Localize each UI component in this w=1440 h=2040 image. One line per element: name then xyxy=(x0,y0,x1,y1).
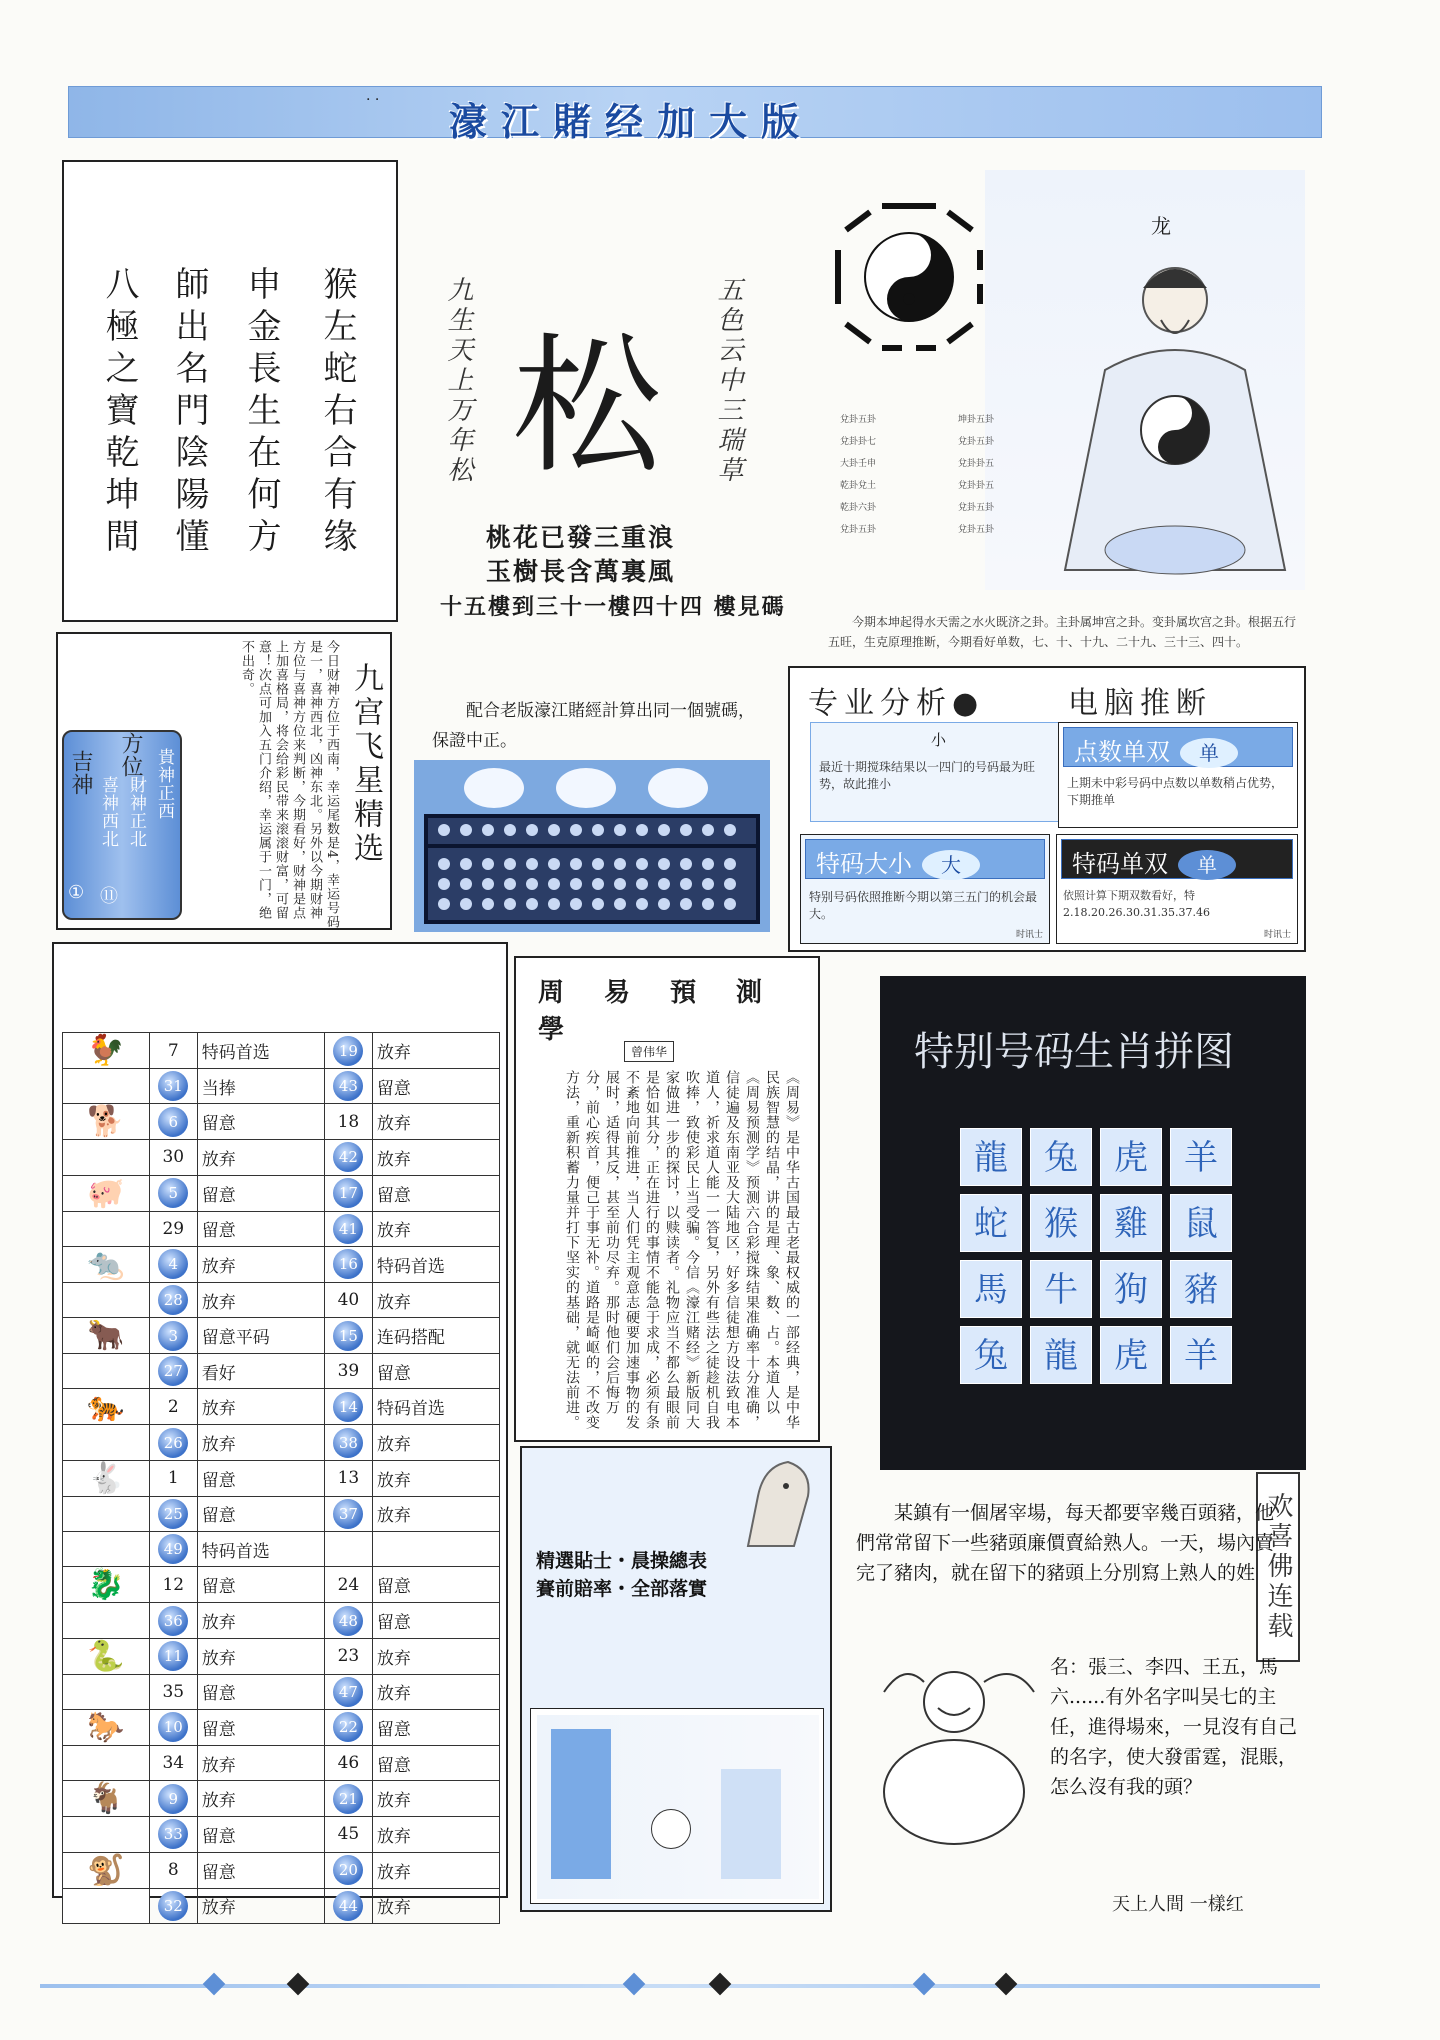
table-cell: 特码首选 xyxy=(372,1389,499,1425)
puzzle-tile: 兔 xyxy=(1030,1128,1092,1186)
number-cell xyxy=(324,1175,372,1211)
zodiac-animal-icon xyxy=(63,1211,150,1246)
number-cell xyxy=(324,1389,372,1425)
table-cell: 放弃 xyxy=(372,1033,499,1069)
zodiac-box xyxy=(52,942,508,1919)
table-cell: 1 xyxy=(149,1460,197,1496)
laughing-buddha-image xyxy=(864,1652,1044,1852)
number-ball: 33 xyxy=(158,1819,188,1849)
puzzle-tile: 兔 xyxy=(960,1326,1022,1384)
pine-line-3: 十五樓到三十一樓四十四 樓見碼 xyxy=(440,594,786,620)
gua-item: 兌卦五卦 xyxy=(958,525,995,535)
table-cell: 放弃 xyxy=(197,1638,324,1674)
bagua-diagram xyxy=(832,200,986,354)
jiugong-luck-num: ⑪ xyxy=(100,886,118,907)
table-cell: 留意 xyxy=(372,1603,499,1638)
table-cell: 放弃 xyxy=(197,1745,324,1780)
zodiac-animal-icon: 🐂 xyxy=(63,1318,150,1354)
table-cell: 8 xyxy=(149,1852,197,1888)
analysis-sign: 时讯士 xyxy=(1263,930,1291,940)
pine-glyph: 松 xyxy=(512,320,663,494)
couplet-left: 九生天上万年松 xyxy=(443,276,473,486)
table-cell: 34 xyxy=(149,1745,197,1780)
table-cell: 放弃 xyxy=(372,1282,499,1317)
number-ball: 28 xyxy=(158,1285,188,1315)
number-ball: 48 xyxy=(333,1606,363,1636)
pill-label: 特码大小 xyxy=(816,850,912,878)
zodiac-animal-icon xyxy=(63,1745,150,1780)
poem-column: 猴左蛇右合有缘 xyxy=(317,266,357,560)
table-cell: 13 xyxy=(324,1460,372,1496)
number-cell xyxy=(149,1532,197,1567)
poem-box xyxy=(62,160,398,622)
bagua-caption: 今期本坤起得水天需之水火既济之卦。主卦属坤宫之卦。变卦属坎宫之卦。根据五行五旺，生克原理推断，今期看好单数，七、十、十九、二十九、三十三、四十。 xyxy=(828,615,1297,649)
table-row xyxy=(63,1069,500,1104)
table-cell: 放弃 xyxy=(197,1246,324,1282)
pine-line-1: 桃花已發三重浪 xyxy=(486,523,676,552)
number-ball: 37 xyxy=(333,1499,363,1529)
table-cell: 放弃 xyxy=(372,1104,499,1140)
number-cell xyxy=(149,1781,197,1817)
number-ball: 20 xyxy=(333,1855,363,1885)
number-ball: 32 xyxy=(158,1891,188,1921)
story-side-title: 欢喜佛连载 xyxy=(1256,1472,1300,1662)
zodiac-animal-icon: 🐒 xyxy=(63,1852,150,1888)
number-cell xyxy=(149,1354,197,1389)
table-cell: 放弃 xyxy=(372,1817,499,1852)
table-cell: 放弃 xyxy=(372,1781,499,1817)
pill-daxiao xyxy=(805,839,1045,879)
table-cell: 18 xyxy=(324,1104,372,1140)
puzzle-tile: 雞 xyxy=(1100,1194,1162,1252)
footer-diamond xyxy=(995,1973,1018,1996)
number-cell xyxy=(324,1246,372,1282)
table-cell: 连码搭配 xyxy=(372,1318,499,1354)
gua-item: 大卦壬申 xyxy=(840,459,877,469)
table-row xyxy=(63,1567,500,1603)
puzzle-title: 特别号码生肖拼图 xyxy=(914,1029,1234,1075)
table-cell: 放弃 xyxy=(372,1496,499,1531)
table-row xyxy=(63,1496,500,1531)
poem-column: 申金長生在何方 xyxy=(241,266,281,560)
gua-item: 兌卦五卦 xyxy=(840,415,877,425)
top-banner xyxy=(68,86,1322,144)
abacus-image xyxy=(414,760,770,932)
pill-label: 特码单双 xyxy=(1072,850,1168,878)
table-cell: 留意 xyxy=(197,1817,324,1852)
gua-item: 兌卦五卦 xyxy=(840,525,877,535)
gua-item: 坤卦五卦 xyxy=(958,415,995,425)
zodiac-animal-icon: 🐉 xyxy=(63,1567,150,1603)
number-cell xyxy=(149,1175,197,1211)
number-ball: 25 xyxy=(158,1499,188,1529)
table-cell: 留意 xyxy=(197,1175,324,1211)
zodiac-animal-icon xyxy=(63,1888,150,1923)
abacus-icon xyxy=(414,760,770,932)
number-cell xyxy=(324,1318,372,1354)
table-cell xyxy=(372,1532,499,1567)
gua-item: 兌卦卦七 xyxy=(840,437,877,447)
tips-thumbnail xyxy=(530,1708,824,1904)
zodiac-animal-icon xyxy=(63,1603,150,1638)
table-row xyxy=(63,1282,500,1317)
table-cell: 留意 xyxy=(197,1852,324,1888)
puzzle-tile: 狗 xyxy=(1100,1260,1162,1318)
number-cell xyxy=(149,1246,197,1282)
zodiac-table-body xyxy=(63,1033,500,1924)
puzzle-tile: 鼠 xyxy=(1170,1194,1232,1252)
analysis-sign: 时讯士 xyxy=(1015,930,1043,940)
number-cell xyxy=(149,1496,197,1531)
table-cell: 留意 xyxy=(197,1674,324,1709)
number-cell xyxy=(149,1709,197,1745)
pill-temadanshuang xyxy=(1061,839,1293,879)
table-cell: 35 xyxy=(149,1674,197,1709)
puzzle-grid xyxy=(960,1128,1240,1408)
number-cell xyxy=(149,1318,197,1354)
pill-badge: 单 xyxy=(1178,850,1236,880)
table-cell: 放弃 xyxy=(197,1603,324,1638)
jiugong-row: 財神正北 xyxy=(126,776,146,848)
table-cell: 放弃 xyxy=(197,1282,324,1317)
number-cell xyxy=(149,1282,197,1317)
table-cell: 46 xyxy=(324,1745,372,1780)
zodiac-animal-icon xyxy=(63,1532,150,1567)
pill-dianshu xyxy=(1063,727,1293,767)
number-cell xyxy=(324,1496,372,1531)
number-cell xyxy=(149,1888,197,1923)
table-cell: 留意 xyxy=(197,1460,324,1496)
number-cell xyxy=(324,1781,372,1817)
analysis-text: 依照计算下期双数看好，特2.18.20.26.30.31.35.37.46 xyxy=(1063,889,1210,919)
table-row xyxy=(63,1638,500,1674)
pill-badge: 大 xyxy=(922,850,980,880)
zhouyi-title: 周易預測學 xyxy=(538,978,803,1045)
footer-diamond xyxy=(203,1973,226,1996)
jiugong-cylinder xyxy=(62,730,182,920)
number-cell xyxy=(149,1817,197,1852)
couplet-right: 五色云中三瑞草 xyxy=(713,276,743,486)
number-ball: 47 xyxy=(333,1677,363,1707)
zodiac-animal-icon xyxy=(63,1069,150,1104)
poem-column: 八極之寶乾坤間 xyxy=(99,266,139,560)
zodiac-animal-icon: 🐎 xyxy=(63,1709,150,1745)
zodiac-animal-icon xyxy=(63,1817,150,1852)
number-cell xyxy=(324,1211,372,1246)
pine-caption: 配合老版濠江賭經計算出同一個號碼，保證中正。 xyxy=(432,701,755,751)
zodiac-animal-icon: 🐀 xyxy=(63,1246,150,1282)
number-cell xyxy=(324,1709,372,1745)
table-cell: 留意 xyxy=(372,1175,499,1211)
puzzle-tile: 羊 xyxy=(1170,1326,1232,1384)
zodiac-animal-icon xyxy=(63,1496,150,1531)
table-cell: 45 xyxy=(324,1817,372,1852)
jiugong-body: 今日财神方位于西南，幸运尾数是4，幸运号码是一，喜神西北，凶神东北。另外以今期财神方位与喜神方位来判断，今期看好，财神是点上加喜格局，将会给彩民带来滚滚财富，可留意！次点可加入五门介绍，幸运属于一门，绝不出奇。 xyxy=(239,640,339,930)
footer-diamond xyxy=(623,1973,646,1996)
analysis-text: 上期未中彩号码中点数以单数稍占优势，下期推单 xyxy=(1067,776,1284,807)
puzzle-tile: 牛 xyxy=(1030,1260,1092,1318)
table-row xyxy=(63,1246,500,1282)
table-cell: 放弃 xyxy=(197,1389,324,1425)
buddha-icon xyxy=(864,1652,1044,1852)
zodiac-animal-icon: 🐇 xyxy=(63,1460,150,1496)
table-row xyxy=(63,1532,500,1567)
table-cell: 放弃 xyxy=(197,1425,324,1460)
analysis-text: 特别号码依照推断今期以第三五门的机会最大。 xyxy=(809,890,1038,921)
table-cell: 12 xyxy=(149,1567,197,1603)
number-cell xyxy=(149,1069,197,1104)
puzzle-tile: 虎 xyxy=(1100,1128,1162,1186)
puzzle-tile: 羊 xyxy=(1170,1128,1232,1186)
number-ball: 9 xyxy=(158,1784,188,1814)
table-cell: 留意 xyxy=(372,1745,499,1780)
table-cell: 放弃 xyxy=(372,1888,499,1923)
zodiac-animal-icon xyxy=(63,1282,150,1317)
number-cell xyxy=(324,1033,372,1069)
gua-item: 兌卦五卦 xyxy=(958,437,995,447)
gua-item: 乾卦兌土 xyxy=(840,481,877,491)
table-row xyxy=(63,1888,500,1923)
table-cell: 放弃 xyxy=(372,1852,499,1888)
jiugong-row: 貴神正西 xyxy=(154,748,174,820)
table-cell: 放弃 xyxy=(197,1888,324,1923)
zhouyi-body: 《周易》是中华古国最古老最权威的一部经典，是中华民族智慧的结晶，讲的是理、象、数、占。本道人以《周易预测学》预测六合彩搅珠结果准确率十分准确，信徒遍及东南亚及大陆地区，好多信徒想方设法致电本道人，祈求道人能一一答复，另外有些法之徒趁机自我吹捧，致使彩民上当受骗。今信《濠江赌经》新版同大家做进一步的探讨，以赎读者。礼物应当不都么最眼前是恰如其分，正在进行的事情不能急于求成，必须有条不紊地向前推进，当人们凭主观意志硬要加速事物的发展时，适得其反，甚至前功尽弃。那时他们会后悔万分，前心疾首，便己于事无补。道路是崎岖的，不改变方法，重新积蓄力量并打下坚实的基础，就无法前进。 xyxy=(564,1070,800,1430)
puzzle-tile: 馬 xyxy=(960,1260,1022,1318)
number-ball: 5 xyxy=(158,1178,188,1208)
number-ball: 49 xyxy=(158,1534,188,1564)
zodiac-animal-icon xyxy=(63,1140,150,1175)
table-row xyxy=(63,1709,500,1745)
zodiac-animal-icon: 🐕 xyxy=(63,1104,150,1140)
table-cell: 放弃 xyxy=(372,1638,499,1674)
bagua-label: 龙 xyxy=(1151,214,1171,238)
table-cell: 当捧 xyxy=(197,1069,324,1104)
table-cell: 留意 xyxy=(197,1496,324,1531)
sage-panel xyxy=(985,170,1305,590)
number-ball: 17 xyxy=(333,1178,363,1208)
zhouyi-author: 曾伟华 xyxy=(624,1041,674,1062)
number-ball: 14 xyxy=(333,1392,363,1422)
analysis-card-small xyxy=(810,722,1062,822)
table-cell: 放弃 xyxy=(372,1211,499,1246)
number-ball: 16 xyxy=(333,1249,363,1279)
number-cell xyxy=(324,1069,372,1104)
small-label: 小 xyxy=(931,731,947,749)
table-row xyxy=(63,1817,500,1852)
analysis-box xyxy=(788,666,1306,952)
banner-dots: . . xyxy=(366,88,380,104)
gua-item: 兌卦卦五 xyxy=(958,481,995,491)
number-ball: 21 xyxy=(333,1784,363,1814)
poem-columns xyxy=(99,266,357,566)
zodiac-animal-icon xyxy=(63,1674,150,1709)
table-cell: 放弃 xyxy=(197,1781,324,1817)
table-row xyxy=(63,1460,500,1496)
table-row xyxy=(63,1745,500,1780)
table-row xyxy=(63,1781,500,1817)
table-row xyxy=(63,1674,500,1709)
zodiac-animal-icon xyxy=(63,1354,150,1389)
jiugong-luck-num: ① xyxy=(68,882,85,903)
number-ball: 6 xyxy=(158,1107,188,1137)
table-cell: 留意 xyxy=(372,1069,499,1104)
table-row xyxy=(63,1033,500,1069)
number-ball: 36 xyxy=(158,1606,188,1636)
table-row xyxy=(63,1389,500,1425)
jiugong-row: 喜神西北 xyxy=(98,776,118,848)
table-cell: 看好 xyxy=(197,1354,324,1389)
table-cell: 40 xyxy=(324,1282,372,1317)
analysis-card-dx xyxy=(800,834,1050,944)
number-ball: 10 xyxy=(158,1712,188,1742)
table-cell: 放弃 xyxy=(372,1140,499,1175)
number-ball: 43 xyxy=(333,1071,363,1101)
table-cell: 放弃 xyxy=(372,1460,499,1496)
table-cell: 放弃 xyxy=(372,1674,499,1709)
number-ball: 26 xyxy=(158,1428,188,1458)
tips-line-1: 精選貼士・晨操總表 xyxy=(536,1550,708,1572)
number-ball: 15 xyxy=(333,1321,363,1351)
puzzle-tile: 蛇 xyxy=(960,1194,1022,1252)
table-cell: 24 xyxy=(324,1567,372,1603)
pill-badge: 单 xyxy=(1180,738,1238,768)
analysis-heading-left: 专业分析● xyxy=(808,686,985,721)
number-cell xyxy=(324,1603,372,1638)
zodiac-animal-icon: 🐓 xyxy=(63,1033,150,1069)
number-ball: 44 xyxy=(333,1891,363,1921)
table-row xyxy=(63,1425,500,1460)
number-cell xyxy=(324,1852,372,1888)
table-row xyxy=(63,1603,500,1638)
table-cell: 留意 xyxy=(197,1104,324,1140)
story-paragraph-2: 名：張三、李四、王五，馬六......有外名字叫吴七的主任，進得場來，一見沒有自己的名字，使大發雷霆，混賬，怎么沒有我的頭？ xyxy=(1050,1656,1298,1798)
table-cell: 留意 xyxy=(197,1709,324,1745)
sage-figure-icon xyxy=(985,170,1305,590)
table-cell: 放弃 xyxy=(372,1425,499,1460)
tips-line-2: 賽前賠率・全部落實 xyxy=(536,1578,708,1600)
table-row xyxy=(63,1104,500,1140)
table-cell: 特码首选 xyxy=(197,1532,324,1567)
zodiac-table xyxy=(62,1032,500,1924)
table-cell xyxy=(324,1532,372,1567)
footer-line xyxy=(40,1984,1320,1988)
number-ball: 11 xyxy=(158,1641,188,1671)
tips-box xyxy=(520,1446,832,1912)
gua-item: 兌卦五卦 xyxy=(958,503,995,513)
analysis-card-ds xyxy=(1058,722,1298,828)
poem-column: 師出名門陰陽懂 xyxy=(169,266,209,560)
table-cell: 留意 xyxy=(372,1709,499,1745)
table-cell: 留意 xyxy=(372,1354,499,1389)
analysis-card-tds xyxy=(1056,834,1298,944)
analysis-heading-right: 电脑推断 xyxy=(1068,686,1212,721)
zodiac-animal-icon: 🐐 xyxy=(63,1781,150,1817)
pine-line-2: 玉樹長含萬裏風 xyxy=(486,557,676,586)
table-cell: 30 xyxy=(149,1140,197,1175)
banner-title: 濠江賭经加大版 xyxy=(449,100,814,144)
table-row xyxy=(63,1175,500,1211)
number-ball: 42 xyxy=(333,1142,363,1172)
number-ball: 41 xyxy=(333,1214,363,1244)
zodiac-puzzle xyxy=(880,976,1306,1470)
number-ball: 38 xyxy=(333,1428,363,1458)
jiugong-title: 九宫飞星精选 xyxy=(348,662,383,866)
puzzle-tile: 猴 xyxy=(1030,1194,1092,1252)
table-cell: 放弃 xyxy=(197,1140,324,1175)
table-row xyxy=(63,1140,500,1175)
number-cell xyxy=(149,1603,197,1638)
horse-head-icon xyxy=(728,1456,818,1552)
puzzle-tile: 龍 xyxy=(960,1128,1022,1186)
analysis-text: 最近十期搅珠结果以一四门的号码最为旺势，故此推小 xyxy=(819,760,1036,791)
puzzle-tile: 虎 xyxy=(1100,1326,1162,1384)
number-cell xyxy=(324,1425,372,1460)
zhouyi-box xyxy=(514,956,820,1442)
zodiac-animal-icon: 🐖 xyxy=(63,1175,150,1211)
table-cell: 留意 xyxy=(197,1211,324,1246)
puzzle-tile: 豬 xyxy=(1170,1260,1232,1318)
table-row xyxy=(63,1211,500,1246)
table-row xyxy=(63,1852,500,1888)
table-row xyxy=(63,1354,500,1389)
number-ball: 22 xyxy=(333,1712,363,1742)
gua-item: 乾卦六卦 xyxy=(840,503,877,513)
table-cell: 留意 xyxy=(372,1567,499,1603)
table-cell: 留意 xyxy=(197,1567,324,1603)
number-ball: 3 xyxy=(158,1321,188,1351)
pill-label: 点数单双 xyxy=(1074,738,1170,766)
number-cell xyxy=(149,1638,197,1674)
footer-diamond xyxy=(709,1973,732,1996)
puzzle-tile: 龍 xyxy=(1030,1326,1092,1384)
zodiac-animal-icon: 🐍 xyxy=(63,1638,150,1674)
story-paragraph-1: 某鎮有一個屠宰場，每天都要宰幾百頭豬，他們常常留下一些豬頭廉價賣給熟人。一天，場內賣完了豬肉，就在留下的豬頭上分別寫上熟人的姓 xyxy=(856,1502,1275,1584)
table-cell: 29 xyxy=(149,1211,197,1246)
number-cell xyxy=(149,1104,197,1140)
footer-diamond xyxy=(287,1973,310,1996)
gua-item: 兌卦卦五 xyxy=(958,459,995,469)
table-cell: 39 xyxy=(324,1354,372,1389)
jiugong-luck-label: 吉神 xyxy=(68,750,93,796)
number-ball: 27 xyxy=(158,1356,188,1386)
table-cell: 留意平码 xyxy=(197,1318,324,1354)
zodiac-animal-icon: 🐅 xyxy=(63,1389,150,1425)
number-cell xyxy=(324,1674,372,1709)
number-ball: 31 xyxy=(158,1071,188,1101)
table-cell: 2 xyxy=(149,1389,197,1425)
jiugong-direction-label: 方位 xyxy=(118,732,143,778)
yin-yang-icon xyxy=(832,200,986,354)
number-cell xyxy=(324,1888,372,1923)
table-cell: 特码首选 xyxy=(372,1246,499,1282)
footer-diamond xyxy=(913,1973,936,1996)
number-ball: 4 xyxy=(158,1249,188,1279)
number-cell xyxy=(324,1140,372,1175)
table-cell: 23 xyxy=(324,1638,372,1674)
story-answer: 天上人間 一樣红 xyxy=(1112,1894,1244,1915)
table-cell: 7 xyxy=(149,1033,197,1069)
number-ball: 19 xyxy=(333,1036,363,1066)
zodiac-animal-icon xyxy=(63,1425,150,1460)
number-cell xyxy=(149,1425,197,1460)
table-cell: 特码首选 xyxy=(197,1033,324,1069)
table-row xyxy=(63,1318,500,1354)
